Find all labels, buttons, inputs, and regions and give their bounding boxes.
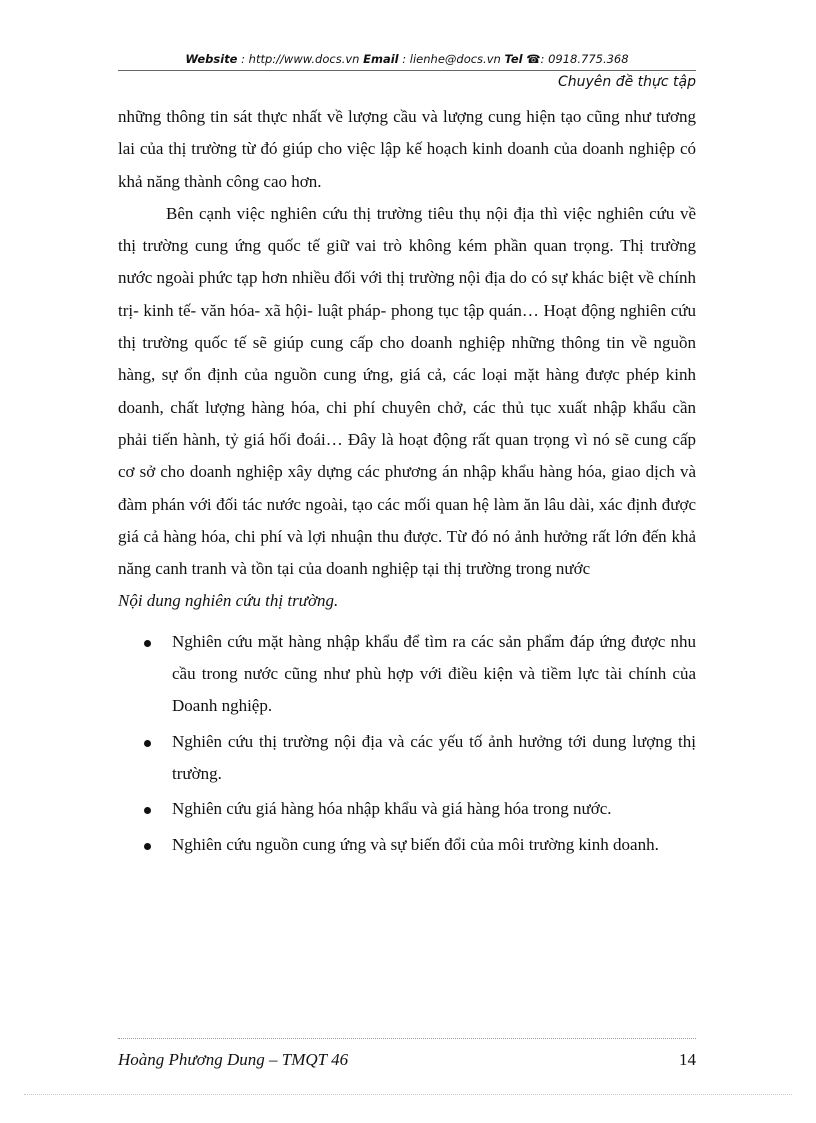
document-body xyxy=(118,101,696,864)
tel-value: : 0918.775.368 xyxy=(540,52,629,66)
footer-divider xyxy=(118,1038,696,1039)
list-item xyxy=(118,793,696,825)
website-value: : http://www.docs.vn xyxy=(237,52,364,66)
email-label: Email xyxy=(363,52,399,66)
subheading: Nội dung nghiên cứu thị trường. xyxy=(118,591,339,611)
list-item-text: Nghiên cứu mặt hàng nhập khẩu để tìm ra các sản phẩm đáp ứng được nhu cầu trong nước cũng như phù hợp với điều kiện và tiềm lực tài chính của Doanh nghiệp. xyxy=(172,631,696,716)
list-item xyxy=(118,829,696,861)
footer-author: Hoàng Phương Dung – TMQT 46 xyxy=(118,1050,349,1069)
phone-icon: ☎ xyxy=(526,52,541,66)
email-value: : lienhe@docs.vn xyxy=(398,52,505,66)
list-item-text: Nghiên cứu thị trường nội địa và các yếu tố ảnh hưởng tới dung lượng thị trường. xyxy=(172,731,696,783)
tel-label: Tel xyxy=(504,52,523,66)
paragraph-1: những thông tin sát thực nhất về lượng cầu và lượng cung hiện tạo cũng như tương lai của thị trường từ đó giúp cho việc lập kế hoạch kinh doanh của doanh nghiệp có khả năng thành công cao hơn. xyxy=(118,107,696,191)
bullet-list xyxy=(118,626,696,861)
section-title: Chuyên đề thực tập xyxy=(557,74,696,90)
page-number: 14 xyxy=(679,1050,696,1069)
page-bottom-border xyxy=(24,1094,792,1095)
header-divider xyxy=(118,70,696,71)
bullet-icon xyxy=(144,843,151,850)
list-item xyxy=(118,726,696,791)
page-header xyxy=(118,52,696,66)
list-item-text: Nghiên cứu giá hàng hóa nhập khẩu và giá hàng hóa trong nước. xyxy=(172,799,612,819)
bullet-icon xyxy=(144,740,151,747)
list-item-text: Nghiên cứu nguồn cung ứng và sự biến đổi của môi trường kinh doanh. xyxy=(172,834,659,854)
bullet-icon xyxy=(144,640,151,647)
bullet-icon xyxy=(144,807,151,814)
paragraph-2: Bên cạnh việc nghiên cứu thị trường tiêu thụ nội địa thì việc nghiên cứu về thị trường cung ứng quốc tế giữ vai trò không kém phần quan trọng. Thị trường nước ngoài phức tạp hơn nhiều đối với thị trường nội địa do có sự khác biệt về chính trị- kinh tế- văn hóa- xã hội- luật pháp- phong tục tập quán… Hoạt động nghiên cứu thị trường quốc tế sẽ giúp cung cấp cho doanh nghiệp những thông tin về nguồn hàng, sự ổn định của nguồn cung ứng, giá cả, các loại mặt hàng được phép kinh doanh, chất lượng hàng hóa, chi phí chuyên chở, các thủ tục xuất nhập khẩu cần phải tiến hành, tỷ giá hối đoái… Đây là hoạt động rất quan trọng vì nó sẽ cung cấp cơ sở cho doanh nghiệp xây dựng các phương án nhập khẩu hàng hóa, giao dịch và đàm phán với đối tác nước ngoài, tạo các mối quan hệ làm ăn lâu dài, xác định được giá cả hàng hóa, chi phí và lợi nhuận thu được. Từ đó nó ảnh hưởng rất lớn đến khả năng canh tranh và tồn tại của doanh nghiệp tại thị trường trong nước xyxy=(118,203,696,579)
list-item xyxy=(118,626,696,723)
website-label: Website xyxy=(185,52,238,66)
